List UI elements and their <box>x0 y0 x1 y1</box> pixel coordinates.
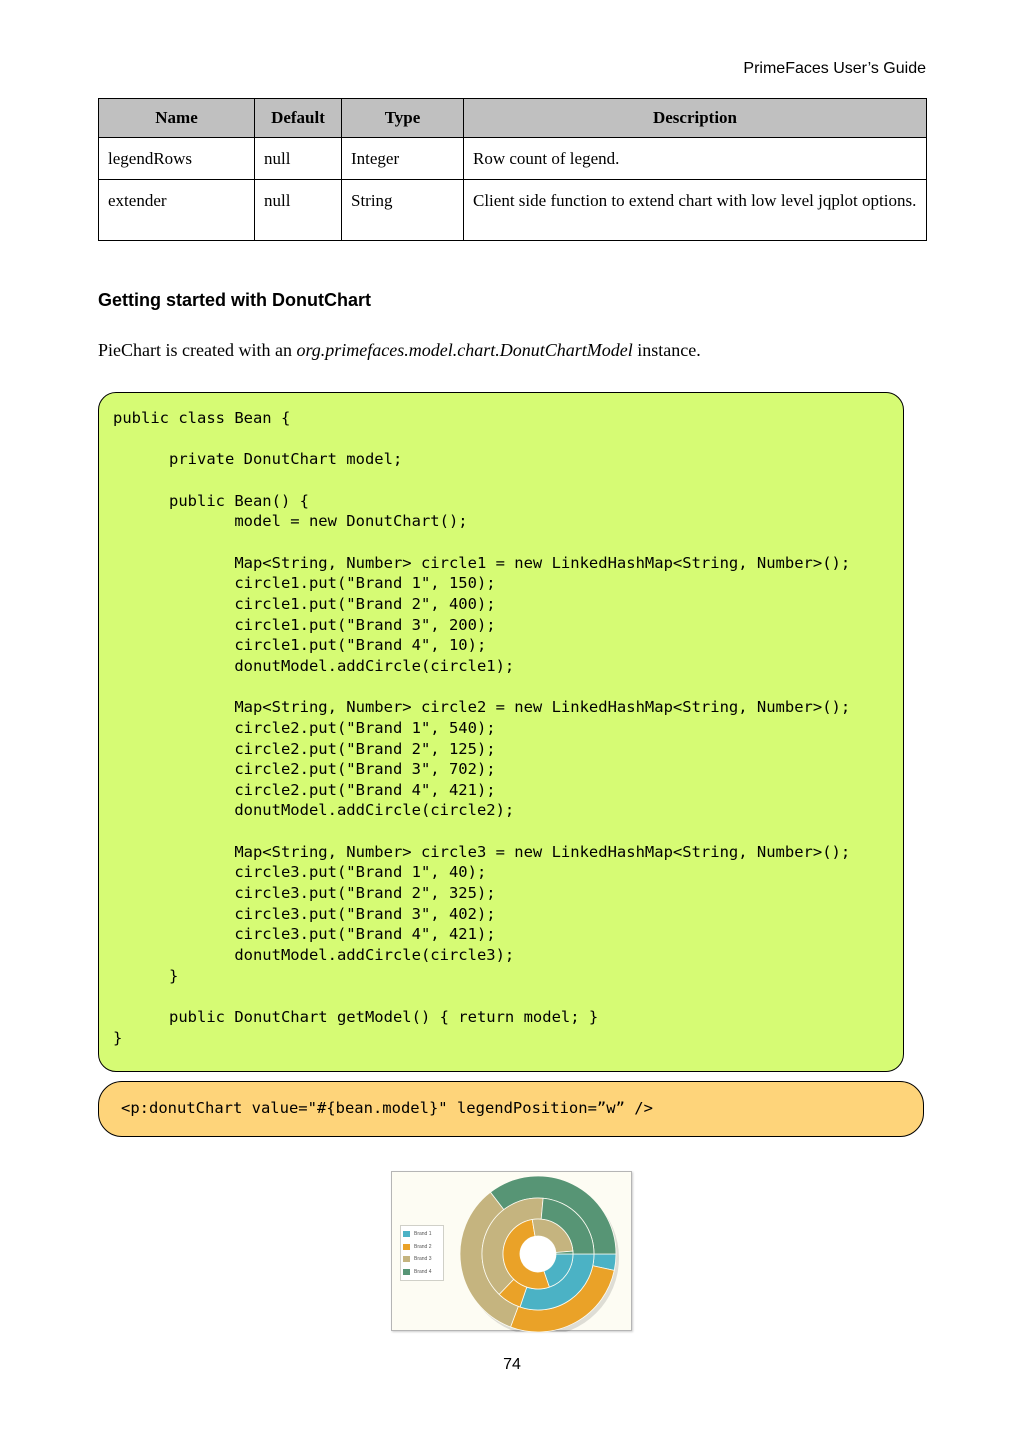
section-heading: Getting started with DonutChart <box>98 290 371 310</box>
java-code-block <box>98 392 904 1072</box>
legend-label: Brand 4 <box>414 1268 432 1275</box>
legend-item <box>403 1228 441 1241</box>
table-header-row <box>99 99 927 138</box>
legend-item <box>403 1253 441 1266</box>
legend-swatch <box>403 1244 410 1250</box>
markup-code-block <box>98 1081 924 1137</box>
markup-code: <p:donutChart value="#{bean.model}" legendPosition=”w” /> <box>121 1099 653 1117</box>
legend-label: Brand 2 <box>414 1243 432 1250</box>
cell-default: null <box>255 138 342 180</box>
legend-item <box>403 1241 441 1254</box>
cell-name: extender <box>99 180 255 241</box>
table-row <box>99 138 927 180</box>
table-row <box>99 180 927 241</box>
cell-type: String <box>342 180 464 241</box>
intro-text-after: instance. <box>632 340 701 360</box>
chart-legend <box>400 1225 444 1281</box>
page-number: 74 <box>503 1356 521 1373</box>
legend-label: Brand 3 <box>414 1256 432 1263</box>
cell-name: legendRows <box>99 138 255 180</box>
column-header-description: Description <box>464 99 927 138</box>
column-header-name: Name <box>99 99 255 138</box>
document-header-title: PrimeFaces User’s Guide <box>743 60 926 77</box>
intro-class-name: org.primefaces.model.chart.DonutChartModel <box>296 340 633 360</box>
legend-item <box>403 1266 441 1279</box>
intro-paragraph <box>98 340 701 361</box>
donut-chart-image <box>391 1171 632 1331</box>
cell-description: Client side function to extend chart with low level jqplot options. <box>464 180 927 241</box>
legend-swatch <box>403 1231 410 1237</box>
legend-swatch <box>403 1256 410 1262</box>
cell-description: Row count of legend. <box>464 138 927 180</box>
legend-swatch <box>403 1269 410 1275</box>
column-header-default: Default <box>255 99 342 138</box>
cell-type: Integer <box>342 138 464 180</box>
column-header-type: Type <box>342 99 464 138</box>
intro-text-before: PieChart is created with an <box>98 340 297 360</box>
cell-default: null <box>255 180 342 241</box>
donut-hole <box>520 1236 556 1272</box>
java-code: public class Bean { private DonutChart model; public Bean() { model = new DonutChart(); Map<String, Number> circle1 = new LinkedHashMap<String, Number>(); circle1.put("Brand 1", 150); circle1.put("Brand 2", 400); circle1.put("Brand 3", 200); circle1.put("Brand 4", 10); donutModel.addCircle(circle1); Map<String, Number> circle2 = new LinkedHashMap<String, Number>(); circle2.put("Brand 1", 540); circle2.put("Brand 2", 125); circle2.put("Brand 3", 702); circle2.put("Brand 4", 421); donutModel.addCircle(circle2); Map<String, Number> circle3 = new LinkedHashMap<String, Number>(); circle3.put("Brand 1", 40); circle3.put("Brand 2", 325); circle3.put("Brand 3", 402); circle3.put("Brand 4", 421); donutModel.addCircle(circle3); } public DonutChart getModel() { return model; } } <box>113 409 851 1047</box>
attributes-table <box>98 98 927 241</box>
legend-label: Brand 1 <box>414 1231 432 1238</box>
